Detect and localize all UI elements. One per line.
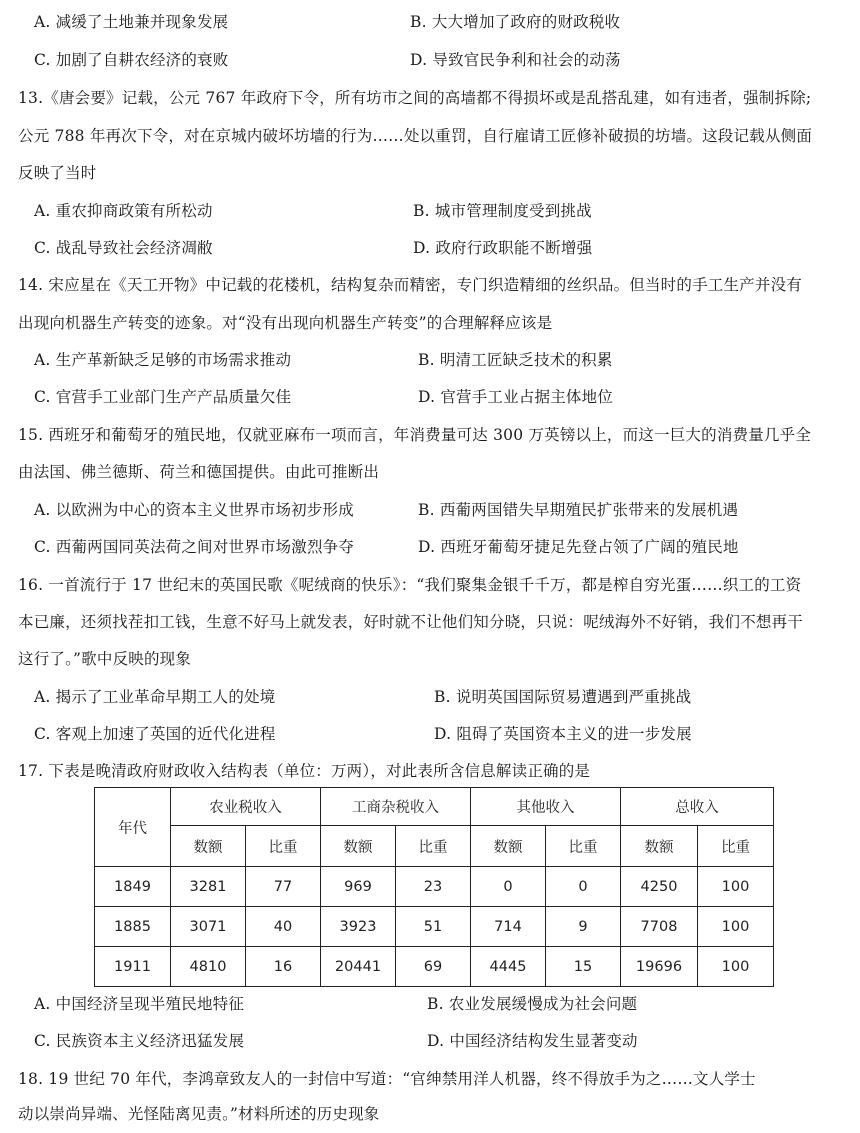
table-row xyxy=(95,907,774,947)
table-cell: 7708 xyxy=(621,907,698,947)
table-cell: 4250 xyxy=(621,867,698,907)
table-cell: 1885 xyxy=(95,907,171,947)
q16-option-b: B. 说明英国国际贸易遭遇到严重挑战 xyxy=(434,688,692,706)
table-subheader-amount: 数额 xyxy=(321,826,396,867)
table-cell: 0 xyxy=(546,867,621,907)
finance-revenue-table xyxy=(94,787,774,987)
table-subheader-amount: 数额 xyxy=(471,826,546,867)
q12-option-b: B. 大大增加了政府的财政税收 xyxy=(410,13,621,31)
q13-stem-line-3: 反映了当时 xyxy=(18,164,97,182)
table-header-year: 年代 xyxy=(95,788,171,867)
table-cell: 19696 xyxy=(621,947,698,987)
q18-stem-line-2: 动以崇尚异端、光怪陆离见责。”材料所述的历史现象 xyxy=(18,1105,380,1123)
table-cell: 1911 xyxy=(95,947,171,987)
q15-option-a: A. 以欧洲为中心的资本主义世界市场初步形成 xyxy=(34,501,354,519)
table-cell: 9 xyxy=(546,907,621,947)
table-cell: 100 xyxy=(698,867,774,907)
table-header-commerce-tax: 工商杂税收入 xyxy=(321,788,471,826)
table-cell: 3923 xyxy=(321,907,396,947)
table-cell: 20441 xyxy=(321,947,396,987)
table-cell: 0 xyxy=(471,867,546,907)
q16-option-a: A. 揭示了工业革命早期工人的处境 xyxy=(34,688,276,706)
table-subheader-share: 比重 xyxy=(698,826,774,867)
q13-stem-line-1: 13.《唐会要》记载，公元 767 年政府下令，所有坊市之间的高墙都不得损坏或是乱搭乱建，如有违者，强制拆除; xyxy=(18,89,812,107)
q16-stem-line-2: 本已廉，还须找茬扣工钱，生意不好马上就发表，好时就不让他们知分晓，只说：呢绒海外不好销，我们不想再干 xyxy=(18,613,804,631)
table-cell: 16 xyxy=(246,947,321,987)
q17-stem: 17. 下表是晚清政府财政收入结构表（单位：万两），对此表所含信息解读正确的是 xyxy=(18,762,591,780)
table-cell: 23 xyxy=(396,867,471,907)
q16-stem-line-1: 16. 一首流行于 17 世纪末的英国民歌《呢绒商的快乐》：“我们聚集金银千千万，都是榨自穷光蛋……织工的工资 xyxy=(18,576,802,594)
q17-option-b: B. 农业发展缓慢成为社会问题 xyxy=(427,995,638,1013)
table-cell: 3071 xyxy=(171,907,246,947)
table-header-agri-tax: 农业税收入 xyxy=(171,788,321,826)
table-row xyxy=(95,867,774,907)
table-cell: 4810 xyxy=(171,947,246,987)
table-row xyxy=(95,947,774,987)
q14-option-d: D. 官营手工业占据主体地位 xyxy=(418,388,614,406)
q12-option-d: D. 导致官民争利和社会的动荡 xyxy=(410,51,621,69)
table-cell: 77 xyxy=(246,867,321,907)
q16-option-c: C. 客观上加速了英国的近代化进程 xyxy=(34,725,276,743)
q13-option-b: B. 城市管理制度受到挑战 xyxy=(413,202,592,220)
q14-option-c: C. 官营手工业部门生产产品质量欠佳 xyxy=(34,388,292,406)
q13-option-d: D. 政府行政职能不断增强 xyxy=(413,239,593,257)
q12-option-c: C. 加剧了自耕农经济的衰败 xyxy=(34,51,229,69)
q16-option-d: D. 阻碍了英国资本主义的进一步发展 xyxy=(434,725,692,743)
table-subheader-amount: 数额 xyxy=(171,826,246,867)
q15-stem-line-1: 15. 西班牙和葡萄牙的殖民地，仅就亚麻布一项而言，年消费量可达 300 万英镑以上，而这一巨大的消费量几乎全 xyxy=(18,426,812,444)
table-cell: 100 xyxy=(698,947,774,987)
table-header-total-income: 总收入 xyxy=(621,788,774,826)
q16-stem-line-3: 这行了。”歌中反映的现象 xyxy=(18,650,192,668)
q18-stem-line-1: 18. 19 世纪 70 年代，李鸿章致友人的一封信中写道：“官绅禁用洋人机器，终不得放手为之……文人学士 xyxy=(18,1070,756,1088)
q15-option-c: C. 西葡两国同英法荷之间对世界市场激烈争夺 xyxy=(34,538,355,556)
q14-option-b: B. 明清工匠缺乏技术的积累 xyxy=(418,351,613,369)
table-cell: 100 xyxy=(698,907,774,947)
table-cell: 4445 xyxy=(471,947,546,987)
table-cell: 1849 xyxy=(95,867,171,907)
q14-option-a: A. 生产革新缺乏足够的市场需求推动 xyxy=(34,351,292,369)
q14-stem-line-2: 出现向机器生产转变的迹象。对“没有出现向机器生产转变”的合理解释应该是 xyxy=(18,314,553,332)
q14-stem-line-1: 14. 宋应星在《天工开物》中记载的花楼机，结构复杂而精密，专门织造精细的丝织品。但当时的手工生产并没有 xyxy=(18,276,802,294)
q13-option-a: A. 重农抑商政策有所松动 xyxy=(34,202,213,220)
q13-option-c: C. 战乱导致社会经济凋敝 xyxy=(34,239,213,257)
table-subheader-share: 比重 xyxy=(246,826,321,867)
q17-option-a: A. 中国经济呈现半殖民地特征 xyxy=(34,995,245,1013)
table-subheader-amount: 数额 xyxy=(621,826,698,867)
q17-option-d: D. 中国经济结构发生显著变动 xyxy=(427,1032,638,1050)
q15-stem-line-2: 由法国、佛兰德斯、荷兰和德国提供。由此可推断出 xyxy=(18,463,380,481)
table-cell: 714 xyxy=(471,907,546,947)
table-cell: 69 xyxy=(396,947,471,987)
q15-option-d: D. 西班牙葡萄牙捷足先登占领了广阔的殖民地 xyxy=(418,538,739,556)
table-subheader-share: 比重 xyxy=(546,826,621,867)
table-cell: 969 xyxy=(321,867,396,907)
q12-option-a: A. 减缓了土地兼并现象发展 xyxy=(34,13,229,31)
q13-stem-line-2: 公元 788 年再次下令，对在京城内破坏坊墙的行为……处以重罚，自行雇请工匠修补破损的坊墙。这段记载从侧面 xyxy=(18,127,813,145)
q17-option-c: C. 民族资本主义经济迅猛发展 xyxy=(34,1032,245,1050)
table-cell: 51 xyxy=(396,907,471,947)
table-cell: 15 xyxy=(546,947,621,987)
q15-option-b: B. 西葡两国错失早期殖民扩张带来的发展机遇 xyxy=(418,501,739,519)
table-cell: 3281 xyxy=(171,867,246,907)
table-cell: 40 xyxy=(246,907,321,947)
table-subheader-share: 比重 xyxy=(396,826,471,867)
table-header-other-income: 其他收入 xyxy=(471,788,621,826)
